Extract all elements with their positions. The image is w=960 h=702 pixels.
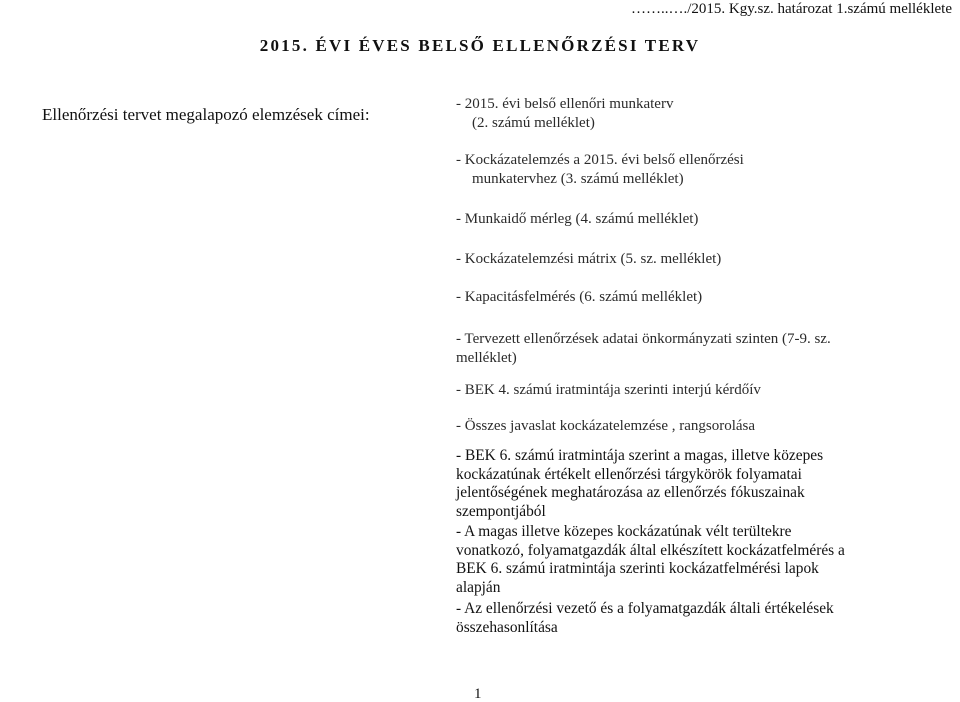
list-item bbox=[456, 600, 896, 637]
list-item-line: - BEK 6. számú iratmintája szerint a magas, illetve közepes bbox=[456, 447, 824, 464]
list-item-line: munkatervhez (3. számú melléklet) bbox=[472, 171, 684, 187]
list-item-line: összehasonlítása bbox=[456, 618, 558, 636]
list-item-line: - 2015. évi belső ellenőri munkaterv bbox=[456, 96, 674, 112]
list-item-line: alapján bbox=[456, 578, 501, 596]
list-item bbox=[456, 288, 896, 307]
list-item-line: melléklet) bbox=[456, 350, 517, 366]
list-item-line: kockázatúnak értékelt ellenőrzési tárgykörök folyamatai bbox=[456, 465, 802, 483]
list-item bbox=[456, 330, 896, 368]
list-item-line: - Kockázatelemzés a 2015. évi belső ellenőrzési bbox=[456, 152, 744, 168]
list-item-line: - A magas illetve közepes kockázatúnak vélt terültekre bbox=[456, 523, 792, 540]
page-number: 1 bbox=[474, 686, 482, 702]
list-item bbox=[456, 523, 896, 597]
section-label: Ellenőrzési tervet megalapozó elemzések címei: bbox=[42, 105, 370, 124]
list-item bbox=[456, 250, 896, 269]
list-item bbox=[456, 151, 896, 189]
list-item bbox=[456, 210, 896, 229]
list-item-line: (2. számú melléklet) bbox=[472, 115, 595, 131]
list-item-line: - Munkaidő mérleg (4. számú melléklet) bbox=[456, 211, 699, 227]
list-item-line: - Kockázatelemzési mátrix (5. sz. melléklet) bbox=[456, 251, 722, 267]
list-item-line: jelentőségének meghatározása az ellenőrzés fókuszainak bbox=[456, 484, 805, 501]
list-item-line: - Tervezett ellenőrzések adatai önkormányzati szinten (7-9. sz. bbox=[456, 331, 831, 347]
list-item bbox=[456, 95, 896, 133]
list-item-line: - BEK 4. számú iratmintája szerinti interjú kérdőív bbox=[456, 382, 761, 398]
list-item bbox=[456, 417, 896, 436]
document-title: 2015. ÉVI ÉVES BELSŐ ELLENŐRZÉSI TERV bbox=[259, 36, 701, 55]
list-item-line: vonatkozó, folyamatgazdák által elkészített kockázatfelmérés a bbox=[456, 541, 845, 559]
list-item bbox=[456, 447, 896, 521]
list-item-line: - Az ellenőrzési vezető és a folyamatgazdák általi értékelések bbox=[456, 600, 834, 617]
list-item-line: - Összes javaslat kockázatelemzése , rangsorolása bbox=[456, 418, 756, 434]
resolution-reference: ……..…./2015. Kgy.sz. határozat 1.számú melléklete bbox=[630, 1, 952, 17]
list-item bbox=[456, 381, 896, 400]
list-item-line: - Kapacitásfelmérés (6. számú melléklet) bbox=[456, 289, 703, 305]
list-item-line: BEK 6. számú iratmintája szerinti kockázatfelmérési lapok bbox=[456, 560, 819, 577]
list-item-line: szempontjából bbox=[456, 502, 546, 520]
